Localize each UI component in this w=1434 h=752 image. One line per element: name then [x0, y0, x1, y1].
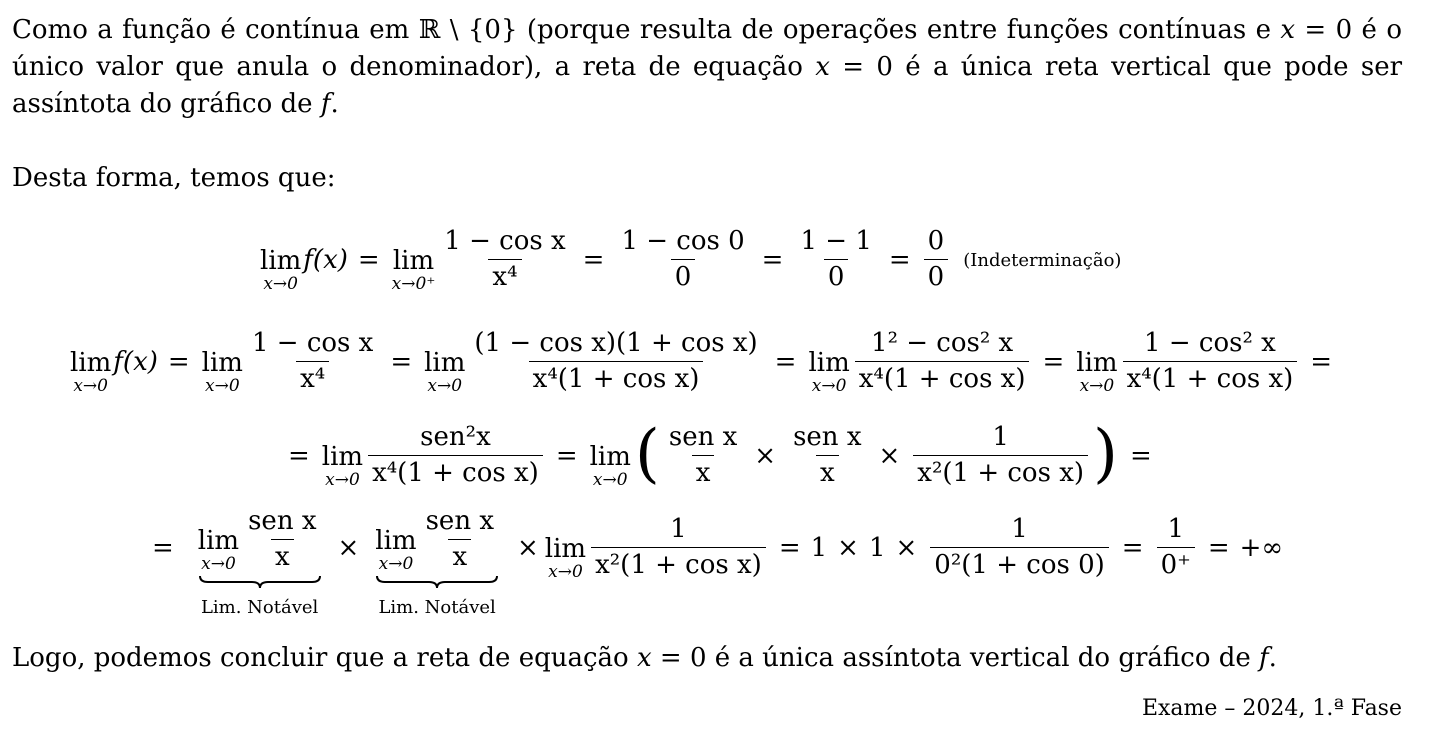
fraction: $\frac{\text{1 − cos² x}}{\text{x⁴(1 + cos x)}}$	[1123, 329, 1298, 395]
limit-operator: lim x→0	[375, 525, 417, 574]
notable-limit-label: Lim. Notável	[378, 596, 496, 618]
intro-text-1: Como a função é contínua em	[12, 15, 419, 45]
equation-1	[0, 220, 1434, 300]
lead-in-paragraph	[12, 160, 1402, 197]
equals-sign: =	[778, 533, 801, 563]
fraction: $\frac{\text{sen x}}{x}$	[793, 422, 862, 488]
equals-sign: =	[1042, 347, 1065, 377]
exam-source	[1142, 696, 1402, 721]
source-text: Exame – 2024, 1.ª Fase	[1141, 696, 1402, 721]
limit-operator: lim x→0	[808, 347, 850, 396]
equation-4	[0, 506, 1434, 618]
fraction: $\frac{\text{(1 − cos x)(1 + cos x)}}{\text{x⁴(1 + cos x)}}$	[474, 328, 758, 394]
left-paren: (	[634, 417, 660, 491]
fraction: $\frac{1 - 1}{0}$	[800, 226, 872, 292]
conclusion-text-2: é a única assíntota vertical do gráfico de	[714, 643, 1260, 673]
equals-sign: =	[357, 245, 380, 275]
limit-operator: lim x→0	[197, 525, 240, 574]
limit-operator: lim x→0⁺	[391, 245, 436, 294]
limit-operator: lim x→0	[201, 347, 243, 396]
limit-operator: lim x→0	[260, 245, 302, 294]
limit-operator: lim x→0	[70, 347, 112, 396]
fraction: $\frac{1}{\text{x²(1 + cos x)}}$	[913, 423, 1088, 489]
var-f: f	[320, 89, 331, 119]
equation-2	[0, 322, 1434, 402]
notable-limit-group	[373, 506, 501, 618]
fraction: $\frac{\text{sen x}}{x}$	[668, 422, 738, 488]
equals-sign: =	[1129, 441, 1152, 471]
fraction: $\frac{\text{1 − cos x}}{\text{x⁴}}$	[444, 226, 566, 292]
equation-3	[0, 416, 1434, 496]
period: .	[1268, 643, 1277, 673]
equals-sign: =	[582, 245, 605, 275]
value-one: 1	[810, 533, 828, 563]
equals-sign: =	[1310, 347, 1333, 377]
notable-limit-label: Lim. Notável	[200, 596, 319, 618]
equals-sign: =	[774, 347, 797, 377]
right-paren: )	[1093, 417, 1118, 491]
conclusion-paragraph	[12, 640, 1402, 677]
times-sign: ×	[895, 533, 918, 563]
var-x: x	[636, 643, 652, 673]
equals-sign: =	[288, 441, 310, 471]
equals-sign: =	[167, 347, 190, 377]
fraction: $\frac{\text{1² − cos² x}}{\text{x⁴(1 + cos x)}}$	[855, 329, 1030, 395]
intro-text-4: é a única reta vertical que pode ser assíntota do gráfico de	[12, 52, 1403, 119]
limit-operator: lim x→0	[424, 347, 466, 396]
equals-sign: =	[390, 347, 413, 377]
equals-sign: =	[1207, 533, 1230, 563]
limit-operator: lim x→0	[589, 441, 631, 490]
equals-sign: =	[152, 533, 174, 563]
equals-sign: =	[761, 245, 784, 275]
equals-zero: = 0	[651, 643, 715, 673]
lead-in-text: Desta forma, temos que:	[12, 163, 336, 193]
equals-zero: = 0	[1295, 15, 1362, 45]
limit-operator: lim x→0	[1076, 347, 1118, 396]
fraction: $\frac{\text{1 − cos x}}{\text{x⁴}}$	[251, 328, 374, 394]
var-x: x	[1280, 15, 1296, 45]
fraction: $\frac{1}{\text{x²(1 + cos x)}}$	[591, 515, 766, 581]
fraction: $\frac{1}{\text{0²(1 + cos 0)}}$	[930, 515, 1108, 581]
fraction: $\frac{0}{0}$	[924, 227, 949, 293]
value-one: 1	[868, 533, 886, 563]
fraction: $\frac{1 - \cos 0}{0}$	[621, 226, 745, 292]
fraction: $\frac{\text{sen x}}{x}$	[248, 506, 317, 572]
period: .	[330, 89, 339, 119]
intro-text-2: (porque resulta de operações entre funções contínuas e	[517, 15, 1281, 45]
intro-text-3: é o único valor que anula o denominador), a reta de equação	[12, 15, 1402, 82]
var-f: f	[1259, 643, 1269, 673]
function-fx: f(x)	[303, 245, 348, 275]
function-fx: f(x)	[113, 347, 158, 377]
times-sign: ×	[878, 441, 901, 471]
indeterminacy-note: (Indeterminação)	[963, 249, 1122, 271]
equals-zero: = 0	[829, 52, 906, 82]
underbrace	[198, 575, 322, 589]
notable-limit-group	[196, 506, 324, 618]
conclusion-text-1: Logo, podemos concluir que a reta de equação	[12, 643, 637, 673]
limit-operator: lim x→0	[544, 533, 587, 582]
equals-sign: =	[888, 245, 911, 275]
equals-sign: =	[555, 441, 578, 471]
fraction: $\frac{\text{sen x}}{x}$	[425, 506, 494, 572]
times-sign: ×	[337, 533, 360, 563]
fraction: $\frac{1}{0^+}$	[1157, 515, 1195, 581]
limit-operator: lim x→0	[321, 441, 364, 490]
underbrace	[375, 575, 499, 589]
var-x: x	[815, 52, 830, 82]
times-sign: ×	[837, 533, 859, 563]
fraction: $\frac{\text{sen²x}}{\text{x⁴(1 + cos x)}}$	[368, 423, 543, 489]
intro-paragraph	[12, 12, 1402, 123]
result-infinity: +∞	[1239, 533, 1284, 563]
set-notation: ℝ \ {0}	[418, 15, 518, 45]
times-sign: ×	[517, 533, 539, 563]
times-sign: ×	[754, 441, 777, 471]
equals-sign: =	[1121, 533, 1144, 563]
